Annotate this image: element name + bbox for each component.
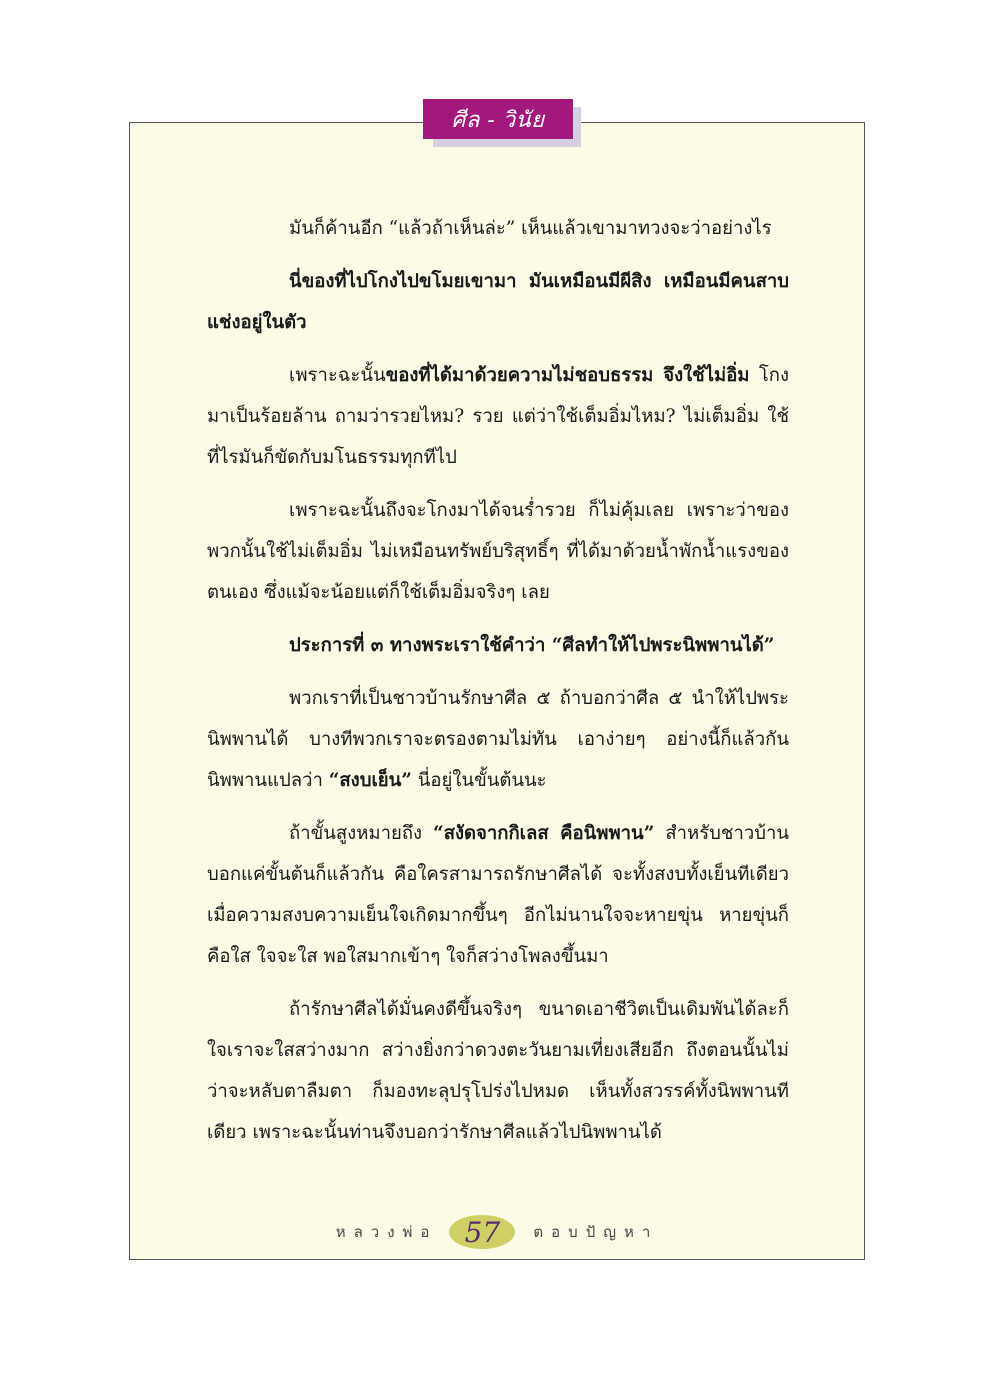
bold-text-segment: “สงบเย็น”	[328, 770, 412, 791]
page-number-badge: 57	[449, 1215, 515, 1249]
bold-text-segment: “สงัดจากกิเลส คือนิพพาน”	[433, 823, 655, 844]
text-segment: พวกเราที่เป็นชาวบ้านรักษาศีล ๕ ถ้าบอกว่าศีล ๕ นำให้ไปพระนิพพานได้ บางทีพวกเราจะตรองตามไม่ทัน เอาง่ายๆ อย่างนี้ก็แล้วกัน นิพพานแปลว่า	[207, 688, 789, 791]
page-footer	[129, 1212, 865, 1252]
chapter-tab: ศีล - วินัย	[423, 99, 573, 139]
text-segment: มันก็ค้านอีก “แล้วถ้าเห็นล่ะ” เห็นแล้วเขามาทวงจะว่าอย่างไร	[289, 218, 772, 239]
paragraph	[207, 355, 789, 478]
paragraph	[207, 678, 789, 801]
footer-left-text: หลวงพ่อ	[335, 1223, 438, 1241]
footer-right-text: ตอบปัญหา	[533, 1223, 659, 1241]
paragraph	[207, 261, 789, 343]
paragraph	[207, 490, 789, 613]
text-segment: ถ้าขั้นสูงหมายถึง	[289, 823, 434, 844]
paragraph	[207, 813, 789, 977]
body-text	[207, 208, 789, 1165]
text-segment: เพราะฉะนั้นถึงจะโกงมาได้จนร่ำรวย ก็ไม่คุ้มเลย เพราะว่าของพวกนั้นใช้ไม่เต็มอิ่ม ไม่เหมือนทรัพย์บริสุทธิ์ๆ ที่ได้มาด้วยน้ำพักน้ำแรงของตนเอง ซึ่งแม้จะน้อยแต่ก็ใช้เต็มอิ่มจริงๆ เลย	[207, 500, 789, 603]
bold-text-segment: ประการที่ ๓ ทางพระเราใช้คำว่า “ศีลทำให้ไปพระนิพพานได้”	[289, 635, 775, 656]
text-segment: โกงมาเป็นร้อยล้าน ถามว่ารวยไหม? รวย แต่ว่าใช้เต็มอิ่มไหม? ไม่เต็มอิ่ม ใช้ที่ไรมันก็ขัดกับมโนธรรมทุกทีไป	[207, 365, 789, 468]
bold-text-segment: นี่ของที่ไปโกงไปขโมยเขามา มันเหมือนมีผีสิง เหมือนมีคนสาบแช่งอยู่ในตัว	[207, 271, 789, 333]
paragraph	[207, 208, 789, 249]
paragraph	[207, 625, 789, 666]
bold-text-segment: ของที่ได้มาด้วยความไม่ชอบธรรม จึงใช้ไม่อิ่ม	[385, 365, 750, 386]
text-segment: เพราะฉะนั้น	[289, 365, 386, 386]
text-segment: สำหรับชาวบ้านบอกแค่ขั้นต้นก็แล้วกัน คือใครสามารถรักษาศีลได้ จะทั้งสงบทั้งเย็นทีเดียว เมื่อความสงบความเย็นใจเกิดมากขึ้นๆ อีกไม่นานใจจะหายขุ่น หายขุ่นก็คือใส ใจจะใส พอใสมากเข้าๆ ใจก็สว่างโพลงขึ้นมา	[207, 823, 790, 967]
text-segment: นี่อยู่ในขั้นต้นนะ	[411, 770, 547, 791]
text-segment: ถ้ารักษาศีลได้มั่นคงดีขึ้นจริงๆ ขนาดเอาชีวิตเป็นเดิมพันได้ละก็ ใจเราจะใสสว่างมาก สว่างยิ่งกว่าดวงตะวันยามเที่ยงเสียอีก ถึงตอนนั้นไม่ว่าจะหลับตาลืมตา ก็มองทะลุปรุโปร่งไปหมด เห็นทั้งสวรรค์ทั้งนิพพานทีเดียว เพราะฉะนั้นท่านจึงบอกว่ารักษาศีลแล้วไปนิพพานได้	[207, 999, 789, 1143]
paragraph	[207, 989, 789, 1153]
